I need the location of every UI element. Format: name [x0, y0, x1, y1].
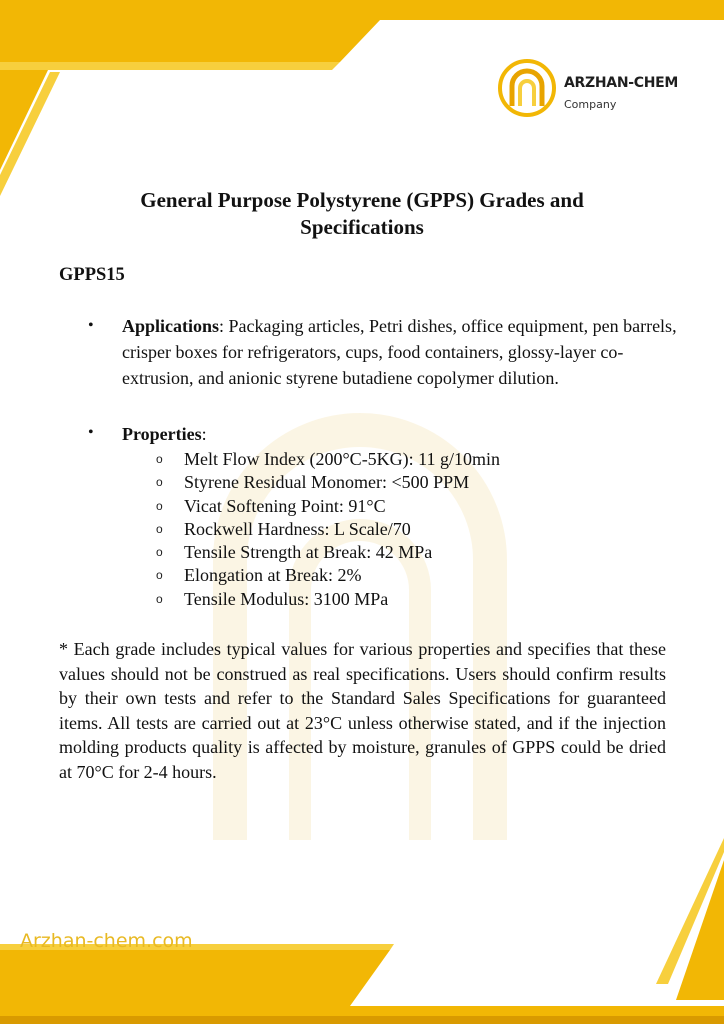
applications-text: : Packaging articles, Petri dishes, office equipment, pen barrels, crisper boxes for refrigerators, cups, food containers, glossy-layer co-extrusion, and anionic styrene butadiene copolymer dilution.	[122, 316, 677, 388]
sub-bullet-icon: o	[156, 475, 163, 490]
bottom-band-dark	[0, 1016, 724, 1024]
property-item	[156, 471, 500, 494]
property-text: Elongation at Break: 2%	[184, 565, 362, 586]
properties-bullet: •	[88, 424, 94, 441]
property-item	[156, 588, 500, 611]
disclaimer-note: * Each grade includes typical values for various properties and specifies that these values should not be construed as real specifications. Users should confirm results by their own tests and refer to the Standard Sales Specifications for guaranteed items. All tests are carried out at 23°C unless otherwise stated, and if the injection molding products quality is affected by moisture, granules of GPPS could be dried at 70°C for 2-4 hours.	[59, 639, 666, 782]
property-text: Styrene Residual Monomer: <500 PPM	[184, 472, 470, 493]
property-item	[156, 495, 500, 518]
bottom-band	[0, 950, 724, 1024]
property-item	[156, 518, 500, 541]
properties-list	[156, 448, 500, 611]
applications-paragraph	[122, 313, 682, 391]
brand-name: ARZHAN-CHEM	[564, 75, 679, 91]
property-text: Tensile Modulus: 3100 MPa	[184, 588, 389, 609]
top-band	[0, 0, 724, 62]
applications-label: Applications	[122, 316, 220, 336]
property-text: Tensile Strength at Break: 42 MPa	[184, 542, 433, 563]
sub-bullet-icon: o	[156, 591, 163, 606]
website-link[interactable]: Arzhan-chem.com	[20, 930, 193, 952]
brand-logo	[498, 58, 708, 118]
properties-label: Properties	[122, 424, 202, 444]
properties-heading	[122, 421, 207, 447]
sub-bullet-icon: o	[156, 545, 163, 560]
sub-bullet-icon: o	[156, 521, 163, 536]
property-text: Vicat Softening Point: 91°C	[184, 495, 386, 516]
grade-heading: GPPS15	[59, 265, 125, 285]
sub-bullet-icon: o	[156, 452, 163, 466]
sub-bullet-icon: o	[156, 498, 163, 513]
page-title: General Purpose Polystyrene (GPPS) Grades and Specifications	[140, 188, 584, 239]
property-item	[156, 448, 500, 471]
property-item	[156, 541, 500, 564]
sub-bullet-icon: o	[156, 568, 163, 583]
top-band-stripe	[0, 62, 340, 70]
applications-bullet: •	[88, 317, 94, 334]
property-item	[156, 564, 500, 587]
arzhan-logo-icon	[498, 58, 556, 118]
property-text: Rockwell Hardness: L Scale/70	[184, 518, 411, 539]
brand-subtitle: Company	[564, 98, 617, 111]
property-text: Melt Flow Index (200°C-5KG): 11 g/10min	[184, 449, 501, 469]
properties-suffix: :	[201, 424, 207, 444]
left-band	[0, 70, 48, 170]
